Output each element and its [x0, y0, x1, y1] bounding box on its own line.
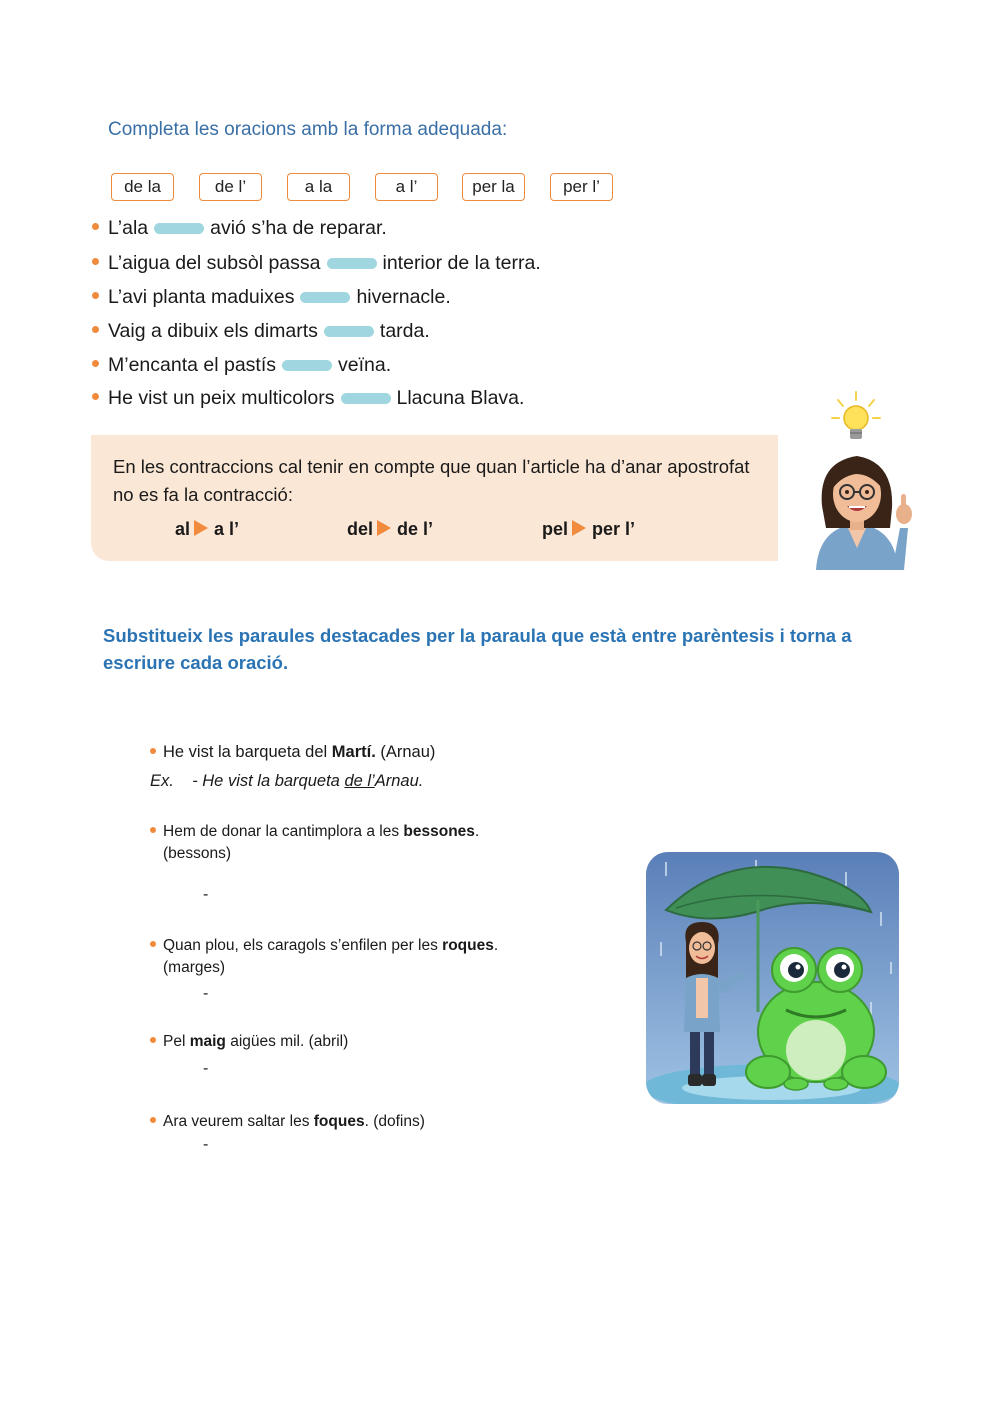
arrow-right-icon [377, 520, 391, 536]
bullet-icon [92, 258, 99, 265]
lightbulb-icon [832, 392, 880, 439]
rule-al: al a l’ [175, 519, 240, 539]
bullet-icon [150, 1037, 156, 1043]
answer-gap-4[interactable] [324, 326, 374, 337]
item-2: Quan plou, els caragols s’enfilen per les roques. (marges) [150, 935, 498, 979]
exercise2-title: Substitueix les paraules destacades per la paraula que està entre parèntesis i torna a escriure cada oració. [103, 625, 852, 673]
bullet-icon [92, 360, 99, 367]
bullet-icon [92, 393, 99, 400]
option-per-la[interactable]: per la [462, 173, 525, 201]
answer-gap-5[interactable] [282, 360, 332, 371]
bullet-icon [150, 827, 156, 833]
option-de-l[interactable]: de l’ [199, 173, 262, 201]
sentence-5: M’encanta el pastís veïna. [92, 354, 391, 377]
frog-rain-illustration [646, 852, 899, 1104]
sentence-2: L’aigua del subsòl passa interior de la terra. [92, 252, 541, 275]
answer-line-2[interactable]: - [203, 985, 209, 1002]
teacher-avatar-lightbulb [800, 388, 945, 570]
answer-line-4[interactable]: - [203, 1136, 209, 1153]
answer-gap-2[interactable] [327, 258, 377, 269]
note-text: En les contraccions cal tenir en compte que quan l’article ha d’anar apostrofat no es fa la contracció: [113, 456, 750, 505]
bullet-icon [92, 223, 99, 230]
answer-gap-1[interactable] [154, 223, 204, 234]
sentence-3: L’avi planta maduixes hivernacle. [92, 286, 451, 309]
bullet-icon [92, 292, 99, 299]
example-answer: Ex. - He vist la barqueta de l’Arnau. [150, 772, 424, 790]
sentence-1: L’ala avió s’ha de reparar. [92, 217, 387, 240]
item-4: Ara veurem saltar les foques. (dofins) [150, 1111, 425, 1133]
option-a-l[interactable]: a l’ [375, 173, 438, 201]
item-3: Pel maig aigües mil. (abril) [150, 1031, 348, 1053]
bullet-icon [150, 941, 156, 947]
exercise1-title: Completa les oracions amb la forma adequada: [108, 119, 508, 140]
sentence-4: Vaig a dibuix els dimarts tarda. [92, 320, 430, 343]
bullet-icon [92, 326, 99, 333]
contraction-note [91, 435, 778, 561]
answer-gap-6[interactable] [341, 393, 391, 404]
answer-line-1[interactable]: - [203, 886, 209, 903]
example-sentence: He vist la barqueta del Martí. (Arnau) [150, 741, 435, 763]
arrow-right-icon [572, 520, 586, 536]
rule-del: del de l’ [347, 519, 434, 539]
bullet-icon [150, 1117, 156, 1123]
sentence-6: He vist un peix multicolors Llacuna Blava. [92, 387, 524, 410]
option-a-la[interactable]: a la [287, 173, 350, 201]
answer-line-3[interactable]: - [203, 1060, 209, 1077]
option-per-l[interactable]: per l’ [550, 173, 613, 201]
arrow-right-icon [194, 520, 208, 536]
item-1: Hem de donar la cantimplora a les bessones. (bessons) [150, 821, 479, 865]
bullet-icon [150, 748, 156, 754]
option-de-la[interactable]: de la [111, 173, 174, 201]
rule-pel: pel per l’ [542, 519, 636, 539]
answer-gap-3[interactable] [300, 292, 350, 303]
